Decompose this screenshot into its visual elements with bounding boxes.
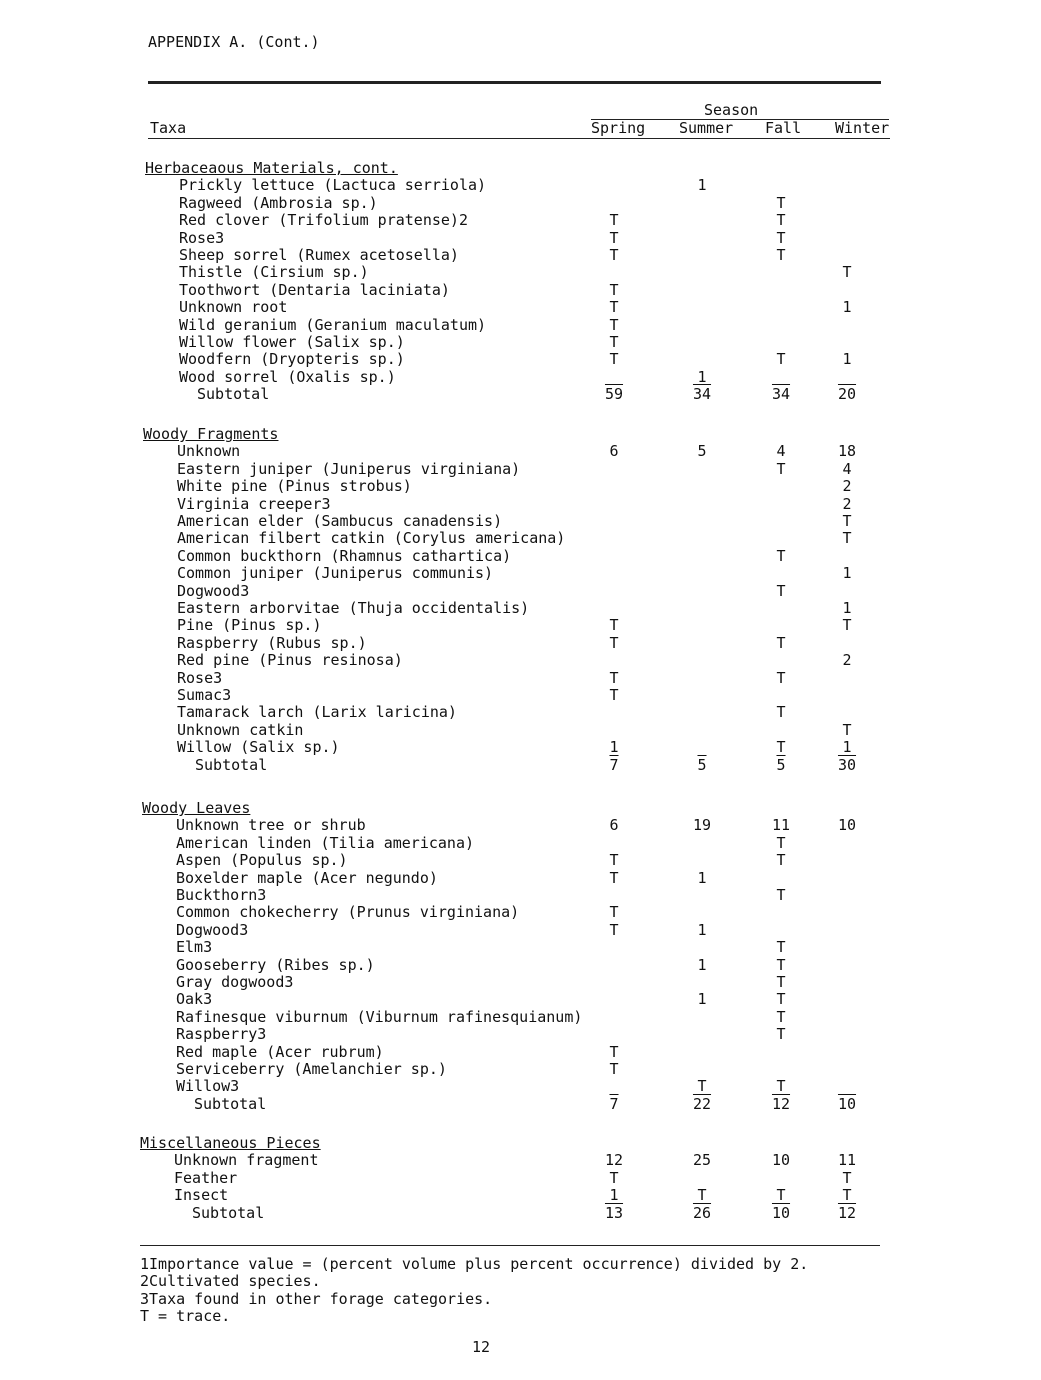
cell-fall: T (776, 350, 786, 369)
cell-winter: T (842, 512, 852, 530)
subtotal-winter: 20 (837, 385, 857, 404)
cell-winter: 2 (842, 651, 852, 670)
cell-summer: 1 (697, 868, 707, 887)
cell-fall: T (776, 246, 786, 264)
footnote-1: 1Importance value = (percent volume plus percent occurrence) divided by 2. (140, 1255, 809, 1273)
cell-fall: T (776, 193, 786, 212)
taxa-name: Rose3 (179, 228, 225, 247)
bottom-rule (140, 1245, 880, 1246)
col-spring: Spring (591, 119, 646, 137)
subtotal-winter: 30 (837, 755, 857, 774)
taxa-name: Boxelder maple (Acer negundo) (176, 868, 438, 887)
taxa-name: Dogwood3 (177, 581, 250, 600)
section-title: Woody Fragments (143, 425, 279, 443)
cell-spring: T (609, 298, 619, 317)
subtotal-label: Subtotal (195, 755, 268, 774)
cell-winter: 1 (842, 350, 852, 369)
top-rule (148, 81, 881, 84)
cell-spring: T (609, 1042, 619, 1061)
footnote-4: T = trace. (140, 1307, 231, 1325)
taxa-name: American linden (Tilia americana) (176, 833, 475, 852)
cell-fall: T (776, 990, 786, 1009)
cell-spring: T (609, 616, 619, 635)
taxa-name: Red maple (Acer rubrum) (176, 1042, 384, 1061)
cell-fall: T (776, 851, 786, 870)
taxa-name: Tamarack larch (Larix laricina) (177, 703, 457, 722)
cell-spring: T (609, 246, 619, 264)
cell-summer: T (697, 1186, 707, 1205)
taxa-name: Unknown tree or shrub (176, 816, 366, 835)
taxa-name: American elder (Sambucus canadensis) (177, 512, 503, 530)
taxa-name: Red pine (Pinus resinosa) (177, 651, 403, 670)
cell-summer: T (697, 1077, 707, 1096)
taxa-name: Wild geranium (Geranium maculatum) (179, 315, 487, 334)
cell-fall: T (776, 1186, 786, 1205)
cell-spring: T (609, 228, 619, 247)
section-title: Woody Leaves (142, 799, 251, 817)
cell-spring: T (609, 1168, 619, 1187)
season-label: Season (704, 101, 759, 119)
cell-winter: 18 (837, 442, 857, 461)
taxa-name: Willow (Salix sp.) (177, 738, 340, 757)
footnote-2: 2Cultivated species. (140, 1272, 321, 1290)
cell-summer: 1 (697, 920, 707, 939)
col-taxa: Taxa (150, 119, 187, 137)
taxa-name: Gooseberry (Ribes sp.) (176, 955, 375, 974)
page-number: 12 (472, 1338, 491, 1356)
subtotal-label: Subtotal (197, 385, 270, 404)
cell-fall: T (776, 459, 786, 478)
cell-winter: 1 (842, 564, 852, 583)
taxa-name: Insect (174, 1186, 229, 1205)
cell-winter: 1 (842, 599, 852, 617)
cell-spring: T (609, 280, 619, 299)
taxa-name: Woodfern (Dryopteris sp.) (179, 350, 405, 369)
cell-winter: T (842, 720, 852, 739)
cell-winter: T (842, 1168, 852, 1187)
cell-winter: 11 (837, 1151, 857, 1170)
subtotal-winter: 12 (837, 1203, 857, 1222)
taxa-name: Sheep sorrel (Rumex acetosella) (179, 246, 459, 264)
cell-spring: T (609, 211, 619, 230)
cell-summer: 5 (697, 442, 707, 461)
taxa-name: Eastern arborvitae (Thuja occidentalis) (177, 599, 530, 617)
subtotal-spring: 7 (609, 755, 619, 774)
cell-winter: 1 (842, 298, 852, 317)
taxa-name: Eastern juniper (Juniperus virginiana) (177, 459, 521, 478)
taxa-name: Toothwort (Dentaria laciniata) (179, 280, 450, 299)
cell-summer: 1 (697, 955, 707, 974)
cell-summer: 1 (697, 176, 707, 195)
subtotal-label: Subtotal (192, 1203, 265, 1222)
cell-spring: T (609, 868, 619, 887)
cell-summer: 19 (692, 816, 712, 835)
cell-fall: T (776, 938, 786, 957)
cell-spring: T (609, 686, 619, 704)
taxa-name: Serviceberry (Amelanchier sp.) (176, 1060, 447, 1078)
cell-winter: 2 (842, 494, 852, 513)
taxa-name: Elm3 (176, 938, 213, 957)
subtotal-spring: 7 (609, 1094, 619, 1113)
taxa-name: Rose3 (177, 668, 223, 687)
cell-fall: T (776, 581, 786, 600)
taxa-name: Common chokecherry (Prunus virginiana) (176, 903, 520, 922)
taxa-name: Virginia creeper3 (177, 494, 331, 513)
cell-fall: 4 (776, 442, 786, 461)
taxa-name: Common juniper (Juniperus communis) (177, 564, 494, 583)
taxa-name: Sumac3 (177, 686, 232, 704)
taxa-name: Red clover (Trifolium pratense)2 (179, 211, 468, 230)
subtotal-spring: 13 (604, 1203, 624, 1222)
taxa-name: Willow3 (176, 1077, 240, 1096)
cell-winter: T (842, 1186, 852, 1205)
taxa-name: Pine (Pinus sp.) (177, 616, 322, 635)
section-title: Miscellaneous Pieces (140, 1134, 321, 1152)
cell-summer: 1 (697, 367, 707, 386)
col-winter: Winter (835, 119, 890, 137)
cell-fall: T (776, 955, 786, 974)
cell-spring: T (609, 633, 619, 652)
taxa-name: Feather (174, 1168, 238, 1187)
cell-fall: T (776, 1007, 786, 1026)
subtotal-fall: 5 (776, 755, 786, 774)
cell-spring: 6 (609, 816, 619, 835)
appendix-title: APPENDIX A. (Cont.) (148, 33, 320, 51)
cell-spring: T (609, 315, 619, 334)
cell-winter: 1 (842, 738, 852, 757)
cell-fall: T (776, 833, 786, 852)
taxa-name: Thistle (Cirsium sp.) (179, 263, 369, 282)
cell-spring: 12 (604, 1151, 624, 1170)
taxa-name: White pine (Pinus strobus) (177, 477, 412, 496)
cell-winter: T (842, 616, 852, 635)
subtotal-summer: 5 (697, 755, 707, 774)
cell-spring: T (609, 903, 619, 922)
cell-winter: 10 (837, 816, 857, 835)
subtotal-summer: 22 (692, 1094, 712, 1113)
cell-fall: 11 (771, 816, 791, 835)
taxa-name: Unknown root (179, 298, 288, 317)
taxa-name: Prickly lettuce (Lactuca serriola) (179, 176, 487, 195)
taxa-name: Raspberry (Rubus sp.) (177, 633, 367, 652)
col-fall: Fall (765, 119, 802, 137)
taxa-name: Common buckthorn (Rhamnus cathartica) (177, 546, 512, 565)
cell-spring: 6 (609, 442, 619, 461)
cell-fall: T (776, 546, 786, 565)
subtotal-summer: 26 (692, 1203, 712, 1222)
cell-spring: 1 (609, 1186, 619, 1205)
subtotal-label: Subtotal (194, 1094, 267, 1113)
subtotal-winter: 10 (837, 1094, 857, 1113)
taxa-name: American filbert catkin (Corylus americana) (177, 529, 566, 548)
taxa-name: Rafinesque viburnum (Viburnum rafinesquianum) (176, 1007, 583, 1026)
taxa-name: Dogwood3 (176, 920, 249, 939)
subtotal-fall: 34 (771, 385, 791, 404)
col-summer: Summer (679, 119, 734, 137)
cell-fall: T (776, 1077, 786, 1096)
taxa-name: Buckthorn3 (176, 886, 267, 904)
cell-fall: T (776, 633, 786, 652)
taxa-name: Oak3 (176, 990, 213, 1009)
taxa-name: Aspen (Populus sp.) (176, 851, 348, 870)
taxa-name: Gray dogwood3 (176, 973, 294, 991)
cell-fall: 10 (771, 1151, 791, 1170)
cell-winter: 4 (842, 459, 852, 478)
cell-winter: 2 (842, 477, 852, 496)
subtotal-fall: 12 (771, 1094, 791, 1113)
cell-fall: T (776, 1025, 786, 1044)
cell-fall: T (776, 973, 786, 991)
cell-fall: T (776, 211, 786, 230)
taxa-name: Raspberry3 (176, 1025, 267, 1044)
taxa-name: Unknown (177, 442, 241, 461)
taxa-name: Unknown catkin (177, 720, 304, 739)
subtotal-summer: 34 (692, 385, 712, 404)
cell-spring: T (609, 851, 619, 870)
cell-spring: T (609, 1060, 619, 1078)
cell-fall: T (776, 668, 786, 687)
header-rule (148, 138, 890, 139)
cell-spring: T (609, 668, 619, 687)
footnote-3: 3Taxa found in other forage categories. (140, 1290, 493, 1308)
subtotal-spring: 59 (604, 385, 624, 404)
cell-summer: 1 (697, 990, 707, 1009)
cell-spring: T (609, 333, 619, 351)
cell-spring: 1 (609, 738, 619, 757)
cell-winter: T (842, 529, 852, 548)
cell-fall: T (776, 738, 786, 757)
taxa-name: Ragweed (Ambrosia sp.) (179, 193, 378, 212)
taxa-name: Wood sorrel (Oxalis sp.) (179, 367, 396, 386)
cell-fall: T (776, 703, 786, 722)
cell-fall: T (776, 228, 786, 247)
taxa-name: Unknown fragment (174, 1151, 319, 1170)
cell-summer: 25 (692, 1151, 712, 1170)
cell-spring: T (609, 350, 619, 369)
cell-fall: T (776, 886, 786, 904)
cell-spring: T (609, 920, 619, 939)
section-title: Herbaceaous Materials, cont. (145, 159, 398, 177)
cell-winter: T (842, 263, 852, 282)
taxa-name: Willow flower (Salix sp.) (179, 333, 405, 351)
subtotal-fall: 10 (771, 1203, 791, 1222)
